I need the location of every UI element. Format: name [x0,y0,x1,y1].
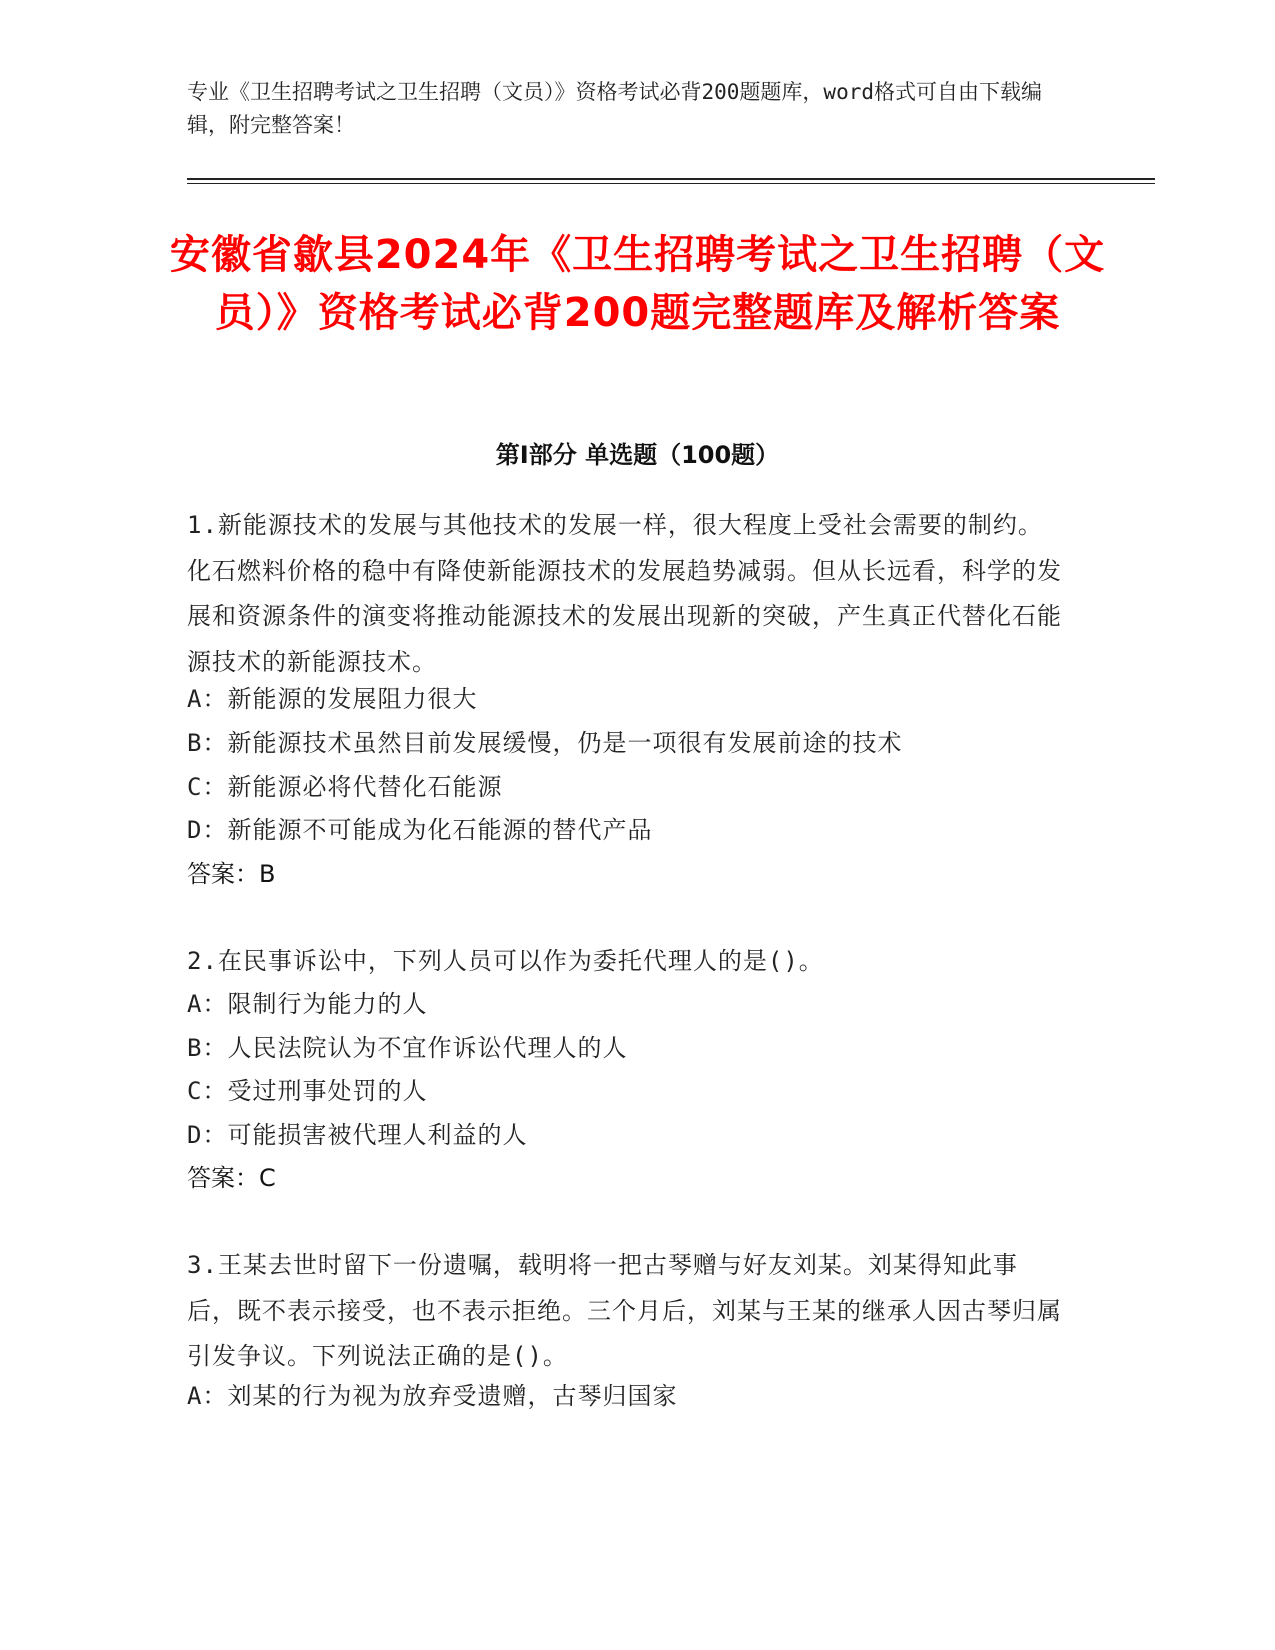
question-1-text: 1.新能源技术的发展与其他技术的发展一样，很大程度上受社会需要的制约。化石燃料价格的稳中有降使新能源技术的发展趋势减弱。但从长远看，科学的发展和资源条件的演变将推动能源技术的发展出现新的突破，产生真正代替化石能源技术的新能源技术。 [187,511,1062,676]
question-3-text: 3.王某去世时留下一份遗嘱，载明将一把古琴赠与好友刘某。刘某得知此事后，既不表示接受，也不表示拒绝。三个月后，刘某与王某的继承人因古琴归属引发争议。下列说法正确的是()。 [187,1251,1062,1370]
header-note: 专业《卫生招聘考试之卫生招聘（文员）》资格考试必背200题题库，word格式可自由下载编辑，附完整答案！ [187,80,1042,137]
question-2-answer: 答案：C [187,1164,276,1192]
question-2-option-c: C：受过刑事处罚的人 [187,1077,428,1105]
document-title: 安徽省歙县2024年《卫生招聘考试之卫生招聘（文员）》资格考试必背200题完整题库及解析答案 [169,232,1106,336]
question-2-text: 2.在民事诉讼中，下列人员可以作为委托代理人的是()。 [187,947,824,975]
question-3-option-a: A：刘某的行为视为放弃受遗赠，古琴归国家 [187,1382,678,1410]
question-2-option-d: D：可能损害被代理人利益的人 [187,1121,528,1149]
question-1-option-c: C：新能源必将代替化石能源 [187,773,503,801]
question-2-option-a: A：限制行为能力的人 [187,990,428,1018]
question-1-option-d: D：新能源不可能成为化石能源的替代产品 [187,816,653,844]
question-1-option-a: A：新能源的发展阻力很大 [187,685,478,713]
question-2-option-b: B：人民法院认为不宜作诉讼代理人的人 [187,1034,628,1062]
header-divider-thin [187,183,1155,184]
question-1-answer: 答案：B [187,860,276,888]
header-divider [187,178,1155,180]
question-1-option-b: B：新能源技术虽然目前发展缓慢，仍是一项很有发展前途的技术 [187,729,903,757]
section-title: 第Ⅰ部分 单选题（100题） [495,441,780,469]
